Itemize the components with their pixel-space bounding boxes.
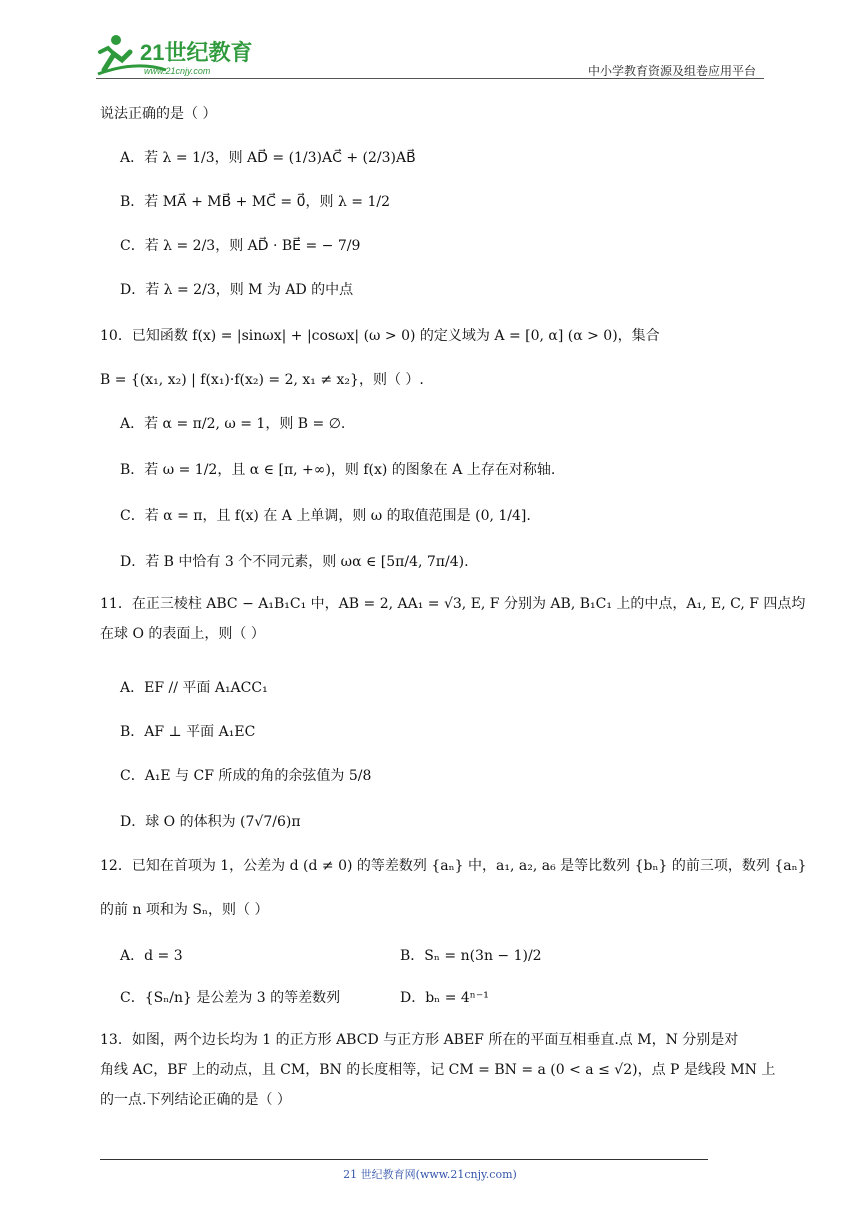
q9-option-c: C．若 λ = 2/3，则 AD⃗ · BE⃗ = − 7/9 [120,238,361,254]
q12-stem-line1: 12．已知在首项为 1，公差为 d (d ≠ 0) 的等差数列 {aₙ} 中，a₁, a₂, a₆ 是等比数列 {bₙ} 的前三项，数列 {aₙ} [100,858,807,874]
q11-stem-line1: 11．在正三棱柱 ABC − A₁B₁C₁ 中，AB = 2, AA₁ = √3, E, F 分别为 AB, B₁C₁ 上的中点，A₁, E, C, F 四点均 [100,596,806,612]
q9-option-b: B．若 MA⃗ + MB⃗ + MC⃗ = 0⃗，则 λ = 1/2 [120,194,390,210]
q11-option-a: A．EF // 平面 A₁ACC₁ [120,680,268,696]
q11-option-b: B．AF ⊥ 平面 A₁EC [120,724,256,740]
page-header [96,30,764,80]
page-footer: 21 世纪教育网(www.21cnjy.com) [343,1168,517,1181]
q9-stem-tail: 说法正确的是（ ） [100,106,217,122]
logo-url: www.21cnjy.com [144,66,211,76]
q12-option-c: C．{Sₙ/n} 是公差为 3 的等差数列 [120,990,341,1006]
site-logo [96,30,266,78]
q13-stem-line1: 13．如图，两个边长均为 1 的正方形 ABCD 与正方形 ABEF 所在的平面互相垂直.点 M，N 分别是对 [100,1032,739,1048]
q9-option-d: D．若 λ = 2/3，则 M 为 AD 的中点 [120,282,354,298]
footer-divider [100,1159,708,1160]
q10-option-c: C．若 α = π，且 f(x) 在 A 上单调，则 ω 的取值范围是 (0, 1/4]. [120,508,531,524]
q13-stem-line3: 的一点.下列结论正确的是（ ） [100,1092,291,1108]
header-divider [96,78,764,79]
q12-stem-line2: 的前 n 项和为 Sₙ，则（ ） [100,902,269,918]
q12-option-b: B．Sₙ = n(3n − 1)/2 [400,948,542,964]
header-platform-name: 中小学教育资源及组卷应用平台 [587,64,756,78]
q11-option-c: C．A₁E 与 CF 所成的角的余弦值为 5/8 [120,768,372,784]
q10-stem-line1: 10．已知函数 f(x) = |sinωx| + |cosωx| (ω > 0) 的定义域为 A = [0, α] (α > 0)，集合 [100,328,660,344]
q10-stem-line2: B = {(x₁, x₂) | f(x₁)·f(x₂) = 2, x₁ ≠ x₂}，则（ ）. [100,372,424,388]
q11-option-d: D．球 O 的体积为 (7√7/6)π [120,814,301,830]
q10-option-b: B．若 ω = 1/2，且 α ∈ [π, +∞)，则 f(x) 的图象在 A 上存在对称轴. [120,462,556,478]
q12-option-a: A．d = 3 [120,948,183,964]
q10-option-a: A．若 α = π/2, ω = 1，则 B = ∅. [120,416,346,432]
q9-option-a: A．若 λ = 1/3，则 AD⃗ = (1/3)AC⃗ + (2/3)AB⃗ [120,150,416,166]
q11-stem-line2: 在球 O 的表面上，则（ ） [100,626,265,642]
q10-option-d: D．若 B 中恰有 3 个不同元素，则 ωα ∈ [5π/4, 7π/4). [120,554,469,570]
logo-text: 21世纪教育 [140,40,253,65]
q12-option-d: D．bₙ = 4ⁿ⁻¹ [400,990,489,1006]
q13-stem-line2: 角线 AC，BF 上的动点，且 CM，BN 的长度相等，记 CM = BN = a (0 < a ≤ √2)，点 P 是线段 MN 上 [100,1062,776,1078]
